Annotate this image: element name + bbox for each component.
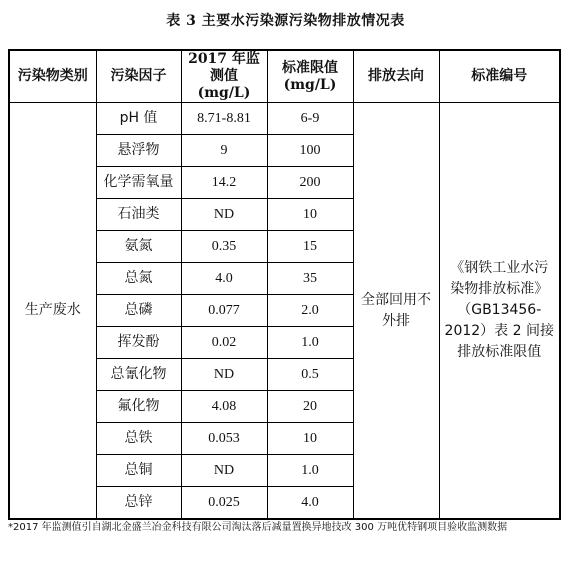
factor-cell: 总磷 <box>96 295 181 327</box>
footnote: *2017 年监测值引自湖北金盛兰冶金科技有限公司淘汰落后减量置换异地技改 300 万吨优特钢项目验收监测数据 <box>8 522 508 533</box>
destination-cell: 全部回用不外排 <box>353 103 439 520</box>
limit-cell: 15 <box>267 231 353 263</box>
measured-cell: 4.0 <box>181 263 267 295</box>
factor-cell: 氟化物 <box>96 391 181 423</box>
standard-cell: 《钢铁工业水污染物排放标准》（GB13456-2012）表 2 间接排放标准限值 <box>439 103 560 520</box>
factor-cell: 总铜 <box>96 455 181 487</box>
measured-cell: ND <box>181 455 267 487</box>
factor-cell: 悬浮物 <box>96 135 181 167</box>
table-row <box>9 103 560 135</box>
limit-cell: 10 <box>267 199 353 231</box>
factor-cell: 挥发酚 <box>96 327 181 359</box>
limit-cell: 20 <box>267 391 353 423</box>
limit-cell: 0.5 <box>267 359 353 391</box>
measured-cell: 14.2 <box>181 167 267 199</box>
header-factor: 污染因子 <box>96 50 181 103</box>
limit-cell: 2.0 <box>267 295 353 327</box>
limit-cell: 200 <box>267 167 353 199</box>
header-standard: 标准编号 <box>439 50 560 103</box>
table-title: 表 3 主要水污染源污染物排放情况表 <box>166 13 405 29</box>
factor-cell: 总氮 <box>96 263 181 295</box>
limit-cell: 35 <box>267 263 353 295</box>
measured-cell: 0.077 <box>181 295 267 327</box>
limit-cell: 10 <box>267 423 353 455</box>
factor-cell: 氨氮 <box>96 231 181 263</box>
header-category: 污染物类别 <box>9 50 96 103</box>
factor-cell: 石油类 <box>96 199 181 231</box>
factor-cell: pH 值 <box>96 103 181 135</box>
pollution-table <box>8 49 561 520</box>
limit-cell: 1.0 <box>267 455 353 487</box>
factor-cell: 总氰化物 <box>96 359 181 391</box>
category-cell: 生产废水 <box>9 103 96 520</box>
measured-cell: 0.025 <box>181 487 267 520</box>
limit-cell: 6-9 <box>267 103 353 135</box>
measured-cell: 4.08 <box>181 391 267 423</box>
measured-cell: 0.053 <box>181 423 267 455</box>
header-row <box>9 50 560 103</box>
header-measured: 2017 年监测值 (mg/L) <box>181 50 267 103</box>
limit-cell: 100 <box>267 135 353 167</box>
limit-cell: 1.0 <box>267 327 353 359</box>
measured-cell: 8.71-8.81 <box>181 103 267 135</box>
measured-cell: ND <box>181 359 267 391</box>
measured-cell: 0.35 <box>181 231 267 263</box>
measured-cell: ND <box>181 199 267 231</box>
factor-cell: 总铁 <box>96 423 181 455</box>
header-destination: 排放去向 <box>353 50 439 103</box>
limit-cell: 4.0 <box>267 487 353 520</box>
factor-cell: 化学需氧量 <box>96 167 181 199</box>
header-limit: 标准限值 (mg/L) <box>267 50 353 103</box>
measured-cell: 9 <box>181 135 267 167</box>
measured-cell: 0.02 <box>181 327 267 359</box>
factor-cell: 总锌 <box>96 487 181 520</box>
